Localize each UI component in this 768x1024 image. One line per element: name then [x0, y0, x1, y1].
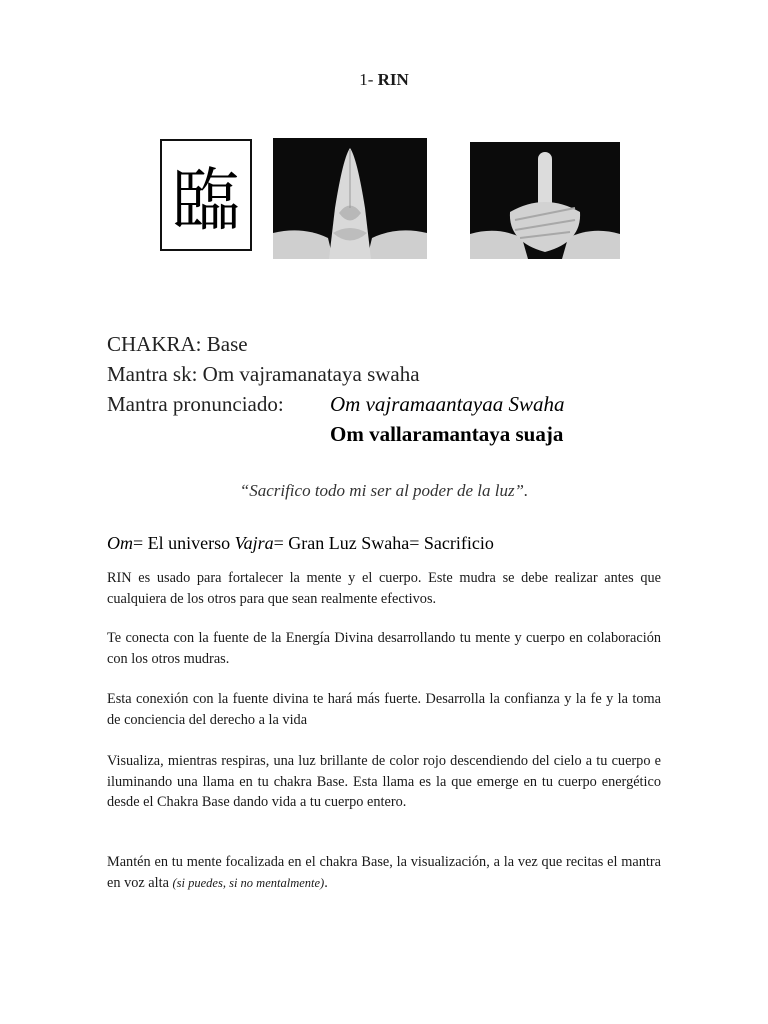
paragraph-4: Visualiza, mientras respiras, una luz brillante de color rojo descendiendo del cielo a tu cuerpo e iluminando una llama en tu chakra Base. Esta llama es la que emerge en tu cuerpo energético desde el Chakra Base dando vida a tu cuerpo entero.	[107, 753, 661, 810]
mantra-sk-line: Mantra sk: Om vajramanataya swaha	[107, 362, 420, 386]
paragraph-5-end: .	[324, 874, 328, 891]
hands-interlaced-image	[470, 142, 620, 259]
paragraph-3: Esta conexión con la fuente divina te hará más fuerte. Desarrolla la confianza y la fe y la toma de conciencia del derecho a la vida	[107, 691, 661, 728]
paragraph-1: RIN es usado para fortalecer la mente y el cuerpo. Este mudra se debe realizar antes que cualquiera de los otros para que sean realmente efectivos.	[107, 570, 661, 607]
page-title	[0, 70, 768, 90]
mudra-photo-detail	[470, 142, 620, 259]
paragraph-5-italic: (si puedes, si no mentalmente)	[172, 875, 325, 890]
paragraph-2: Te conecta con la fuente de la Energía Divina desarrollando tu mente y cuerpo en colaboración con los otros mudras.	[107, 630, 661, 667]
title-number: 1-	[359, 70, 378, 89]
om-term: Om	[107, 533, 133, 553]
title-name: RIN	[377, 70, 409, 89]
chakra-line: CHAKRA: Base	[107, 332, 248, 356]
mudra-photo-front	[273, 138, 427, 259]
vajra-term: Vajra	[234, 533, 274, 553]
hands-praying-image	[273, 138, 427, 259]
mantra-pronounced-italic: Om vajramaantayaa Swaha	[330, 392, 565, 416]
paragraph-5-text: Mantén en tu mente focalizada en el chakra Base, la visualización, a la vez que recitas el mantra en voz alta	[107, 854, 661, 891]
quote: “Sacrifico todo mi ser al poder de la luz”.	[239, 481, 529, 500]
vajra-definition: = Gran Luz Swaha= Sacrificio	[273, 533, 494, 553]
mantra-pronounced-label: Mantra pronunciado:	[107, 392, 284, 416]
kanji-box: 臨	[160, 139, 252, 251]
paragraph-5	[107, 852, 661, 893]
om-definition: = El universo	[133, 533, 235, 553]
mantra-pronounced-bold: Om vallaramantaya suaja	[330, 422, 564, 446]
mantra-meaning	[107, 533, 494, 554]
